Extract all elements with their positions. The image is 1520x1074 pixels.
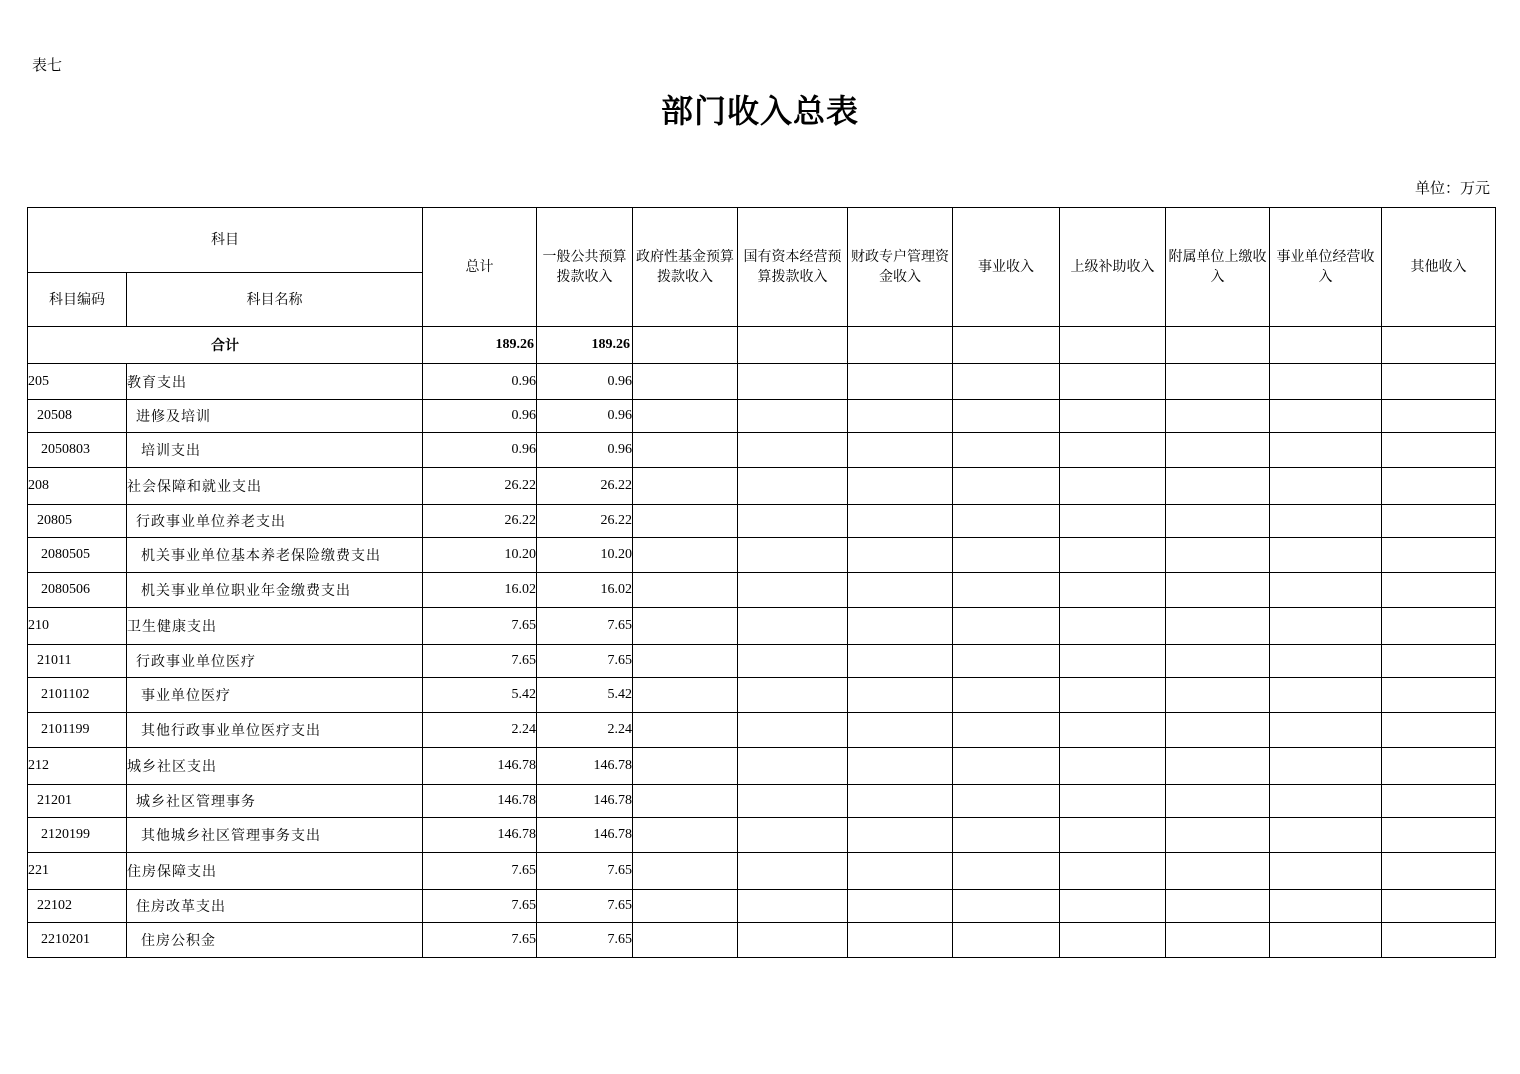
row-code: 208 bbox=[28, 468, 127, 505]
header-name: 科目名称 bbox=[127, 273, 423, 327]
row-name: 机关事业单位职业年金缴费支出 bbox=[127, 573, 423, 608]
row-total: 2.24 bbox=[423, 713, 537, 748]
page-title: 部门收入总表 bbox=[660, 92, 859, 130]
row-general-budget: 0.96 bbox=[537, 364, 633, 400]
row-code: 2050803 bbox=[28, 433, 127, 468]
row-general-budget: 146.78 bbox=[537, 818, 633, 853]
row-general-budget: 16.02 bbox=[537, 573, 633, 608]
row-name: 住房保障支出 bbox=[127, 853, 423, 890]
table-row bbox=[28, 433, 1496, 468]
table-row bbox=[28, 505, 1496, 538]
row-general-budget: 26.22 bbox=[537, 505, 633, 538]
header-superior-subsidy: 上级补助收入 bbox=[1060, 208, 1166, 327]
row-total: 0.96 bbox=[423, 364, 537, 400]
row-total: 146.78 bbox=[423, 748, 537, 785]
table-row bbox=[28, 713, 1496, 748]
row-name: 城乡社区支出 bbox=[127, 748, 423, 785]
header-operating-income: 事业单位经营收入 bbox=[1270, 208, 1382, 327]
row-total: 0.96 bbox=[423, 433, 537, 468]
table-row bbox=[28, 645, 1496, 678]
row-name: 住房改革支出 bbox=[127, 890, 423, 923]
row-total: 7.65 bbox=[423, 645, 537, 678]
header-total: 总计 bbox=[423, 208, 537, 327]
header-general-budget: 一般公共预算拨款收入 bbox=[537, 208, 633, 327]
table-row bbox=[28, 468, 1496, 505]
row-total: 146.78 bbox=[423, 818, 537, 853]
row-total: 26.22 bbox=[423, 468, 537, 505]
row-general-budget: 146.78 bbox=[537, 785, 633, 818]
total-general-budget: 189.26 bbox=[537, 327, 633, 364]
row-name: 机关事业单位基本养老保险缴费支出 bbox=[127, 538, 423, 573]
row-name: 社会保障和就业支出 bbox=[127, 468, 423, 505]
row-name: 教育支出 bbox=[127, 364, 423, 400]
table-row bbox=[28, 400, 1496, 433]
row-general-budget: 7.65 bbox=[537, 890, 633, 923]
row-general-budget: 0.96 bbox=[537, 433, 633, 468]
row-total: 16.02 bbox=[423, 573, 537, 608]
row-code: 21201 bbox=[28, 785, 127, 818]
row-total: 7.65 bbox=[423, 608, 537, 645]
row-general-budget: 0.96 bbox=[537, 400, 633, 433]
row-name: 行政事业单位医疗 bbox=[127, 645, 423, 678]
row-general-budget: 26.22 bbox=[537, 468, 633, 505]
row-code: 2210201 bbox=[28, 923, 127, 958]
row-code: 20508 bbox=[28, 400, 127, 433]
row-code: 210 bbox=[28, 608, 127, 645]
row-code: 221 bbox=[28, 853, 127, 890]
row-name: 事业单位医疗 bbox=[127, 678, 423, 713]
header-business-income: 事业收入 bbox=[953, 208, 1060, 327]
header-gov-fund: 政府性基金预算拨款收入 bbox=[633, 208, 738, 327]
table-row bbox=[28, 573, 1496, 608]
row-total: 146.78 bbox=[423, 785, 537, 818]
row-code: 21011 bbox=[28, 645, 127, 678]
row-code: 212 bbox=[28, 748, 127, 785]
row-total: 7.65 bbox=[423, 853, 537, 890]
row-total: 7.65 bbox=[423, 923, 537, 958]
row-code: 2080506 bbox=[28, 573, 127, 608]
header-fiscal-special: 财政专户管理资金收入 bbox=[848, 208, 953, 327]
row-name: 住房公积金 bbox=[127, 923, 423, 958]
row-total: 5.42 bbox=[423, 678, 537, 713]
row-code: 205 bbox=[28, 364, 127, 400]
row-total: 10.20 bbox=[423, 538, 537, 573]
total-row bbox=[28, 327, 1496, 364]
row-name: 卫生健康支出 bbox=[127, 608, 423, 645]
table-row bbox=[28, 364, 1496, 400]
row-total: 0.96 bbox=[423, 400, 537, 433]
header-state-capital: 国有资本经营预算拨款收入 bbox=[738, 208, 848, 327]
table-row bbox=[28, 890, 1496, 923]
header-other-income: 其他收入 bbox=[1382, 208, 1496, 327]
row-name: 其他行政事业单位医疗支出 bbox=[127, 713, 423, 748]
row-general-budget: 7.65 bbox=[537, 608, 633, 645]
row-general-budget: 5.42 bbox=[537, 678, 633, 713]
row-code: 20805 bbox=[28, 505, 127, 538]
row-total: 26.22 bbox=[423, 505, 537, 538]
row-total: 7.65 bbox=[423, 890, 537, 923]
row-name: 城乡社区管理事务 bbox=[127, 785, 423, 818]
table-label: 表七 bbox=[32, 56, 63, 74]
row-code: 2101102 bbox=[28, 678, 127, 713]
header-subject: 科目 bbox=[28, 208, 423, 273]
income-summary-table bbox=[27, 207, 1496, 958]
row-general-budget: 7.65 bbox=[537, 923, 633, 958]
table-row bbox=[28, 923, 1496, 958]
table-row bbox=[28, 608, 1496, 645]
row-general-budget: 7.65 bbox=[537, 853, 633, 890]
row-general-budget: 146.78 bbox=[537, 748, 633, 785]
row-name: 培训支出 bbox=[127, 433, 423, 468]
row-name: 行政事业单位养老支出 bbox=[127, 505, 423, 538]
table-row bbox=[28, 785, 1496, 818]
table-row bbox=[28, 678, 1496, 713]
row-name: 其他城乡社区管理事务支出 bbox=[127, 818, 423, 853]
row-code: 2080505 bbox=[28, 538, 127, 573]
table-row bbox=[28, 818, 1496, 853]
table-row bbox=[28, 748, 1496, 785]
total-total: 189.26 bbox=[423, 327, 537, 364]
row-code: 2101199 bbox=[28, 713, 127, 748]
unit-label: 单位：万元 bbox=[1414, 179, 1490, 197]
table-row bbox=[28, 853, 1496, 890]
header-code: 科目编码 bbox=[28, 273, 127, 327]
row-name: 进修及培训 bbox=[127, 400, 423, 433]
row-code: 2120199 bbox=[28, 818, 127, 853]
row-general-budget: 7.65 bbox=[537, 645, 633, 678]
total-label: 合计 bbox=[28, 327, 423, 364]
row-general-budget: 10.20 bbox=[537, 538, 633, 573]
row-general-budget: 2.24 bbox=[537, 713, 633, 748]
row-code: 22102 bbox=[28, 890, 127, 923]
table-row bbox=[28, 538, 1496, 573]
header-affiliated-income: 附属单位上缴收入 bbox=[1166, 208, 1270, 327]
